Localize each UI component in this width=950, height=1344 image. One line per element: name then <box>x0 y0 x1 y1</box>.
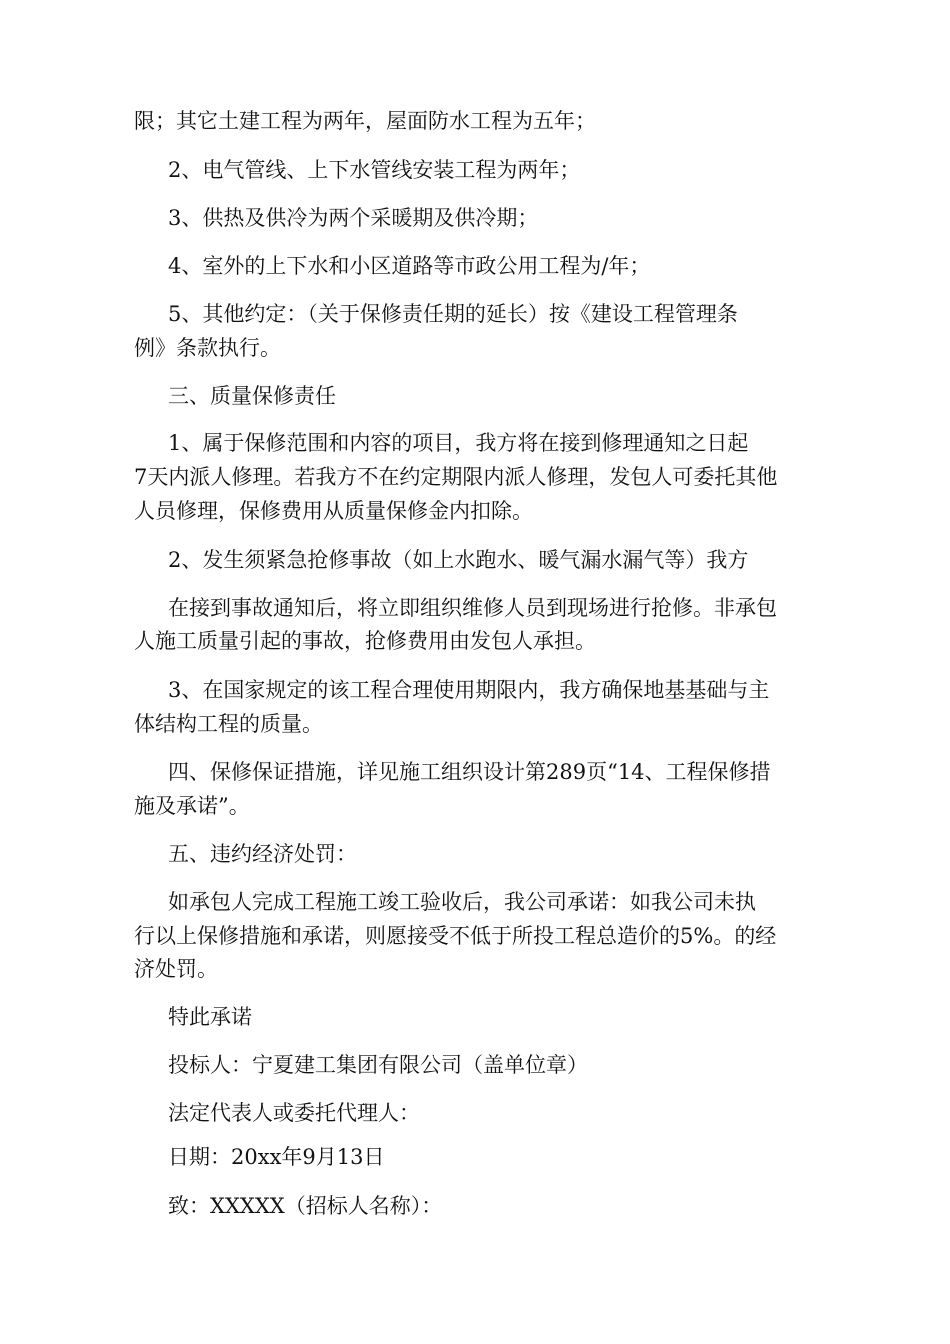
bidder-line: 投标人：宁夏建工集团有限公司（盖单位章） <box>168 1053 588 1077</box>
text-line-3: 3、供热及供冷为两个采暖期及供冷期； <box>168 206 539 230</box>
closing-statement: 特此承诺 <box>168 1005 252 1029</box>
text-line-2: 2、电气管线、上下水管线安装工程为两年； <box>168 158 581 182</box>
text-line-21: 济处罚。 <box>134 957 218 981</box>
text-line-4: 4、室外的上下水和小区道路等市政公用工程为/年； <box>168 254 651 278</box>
text-line-5: 5、其他约定：（关于保修责任期的延长）按《建设工程管理条 <box>168 302 738 326</box>
text-line-20: 行以上保修措施和承诺，则愿接受不低于所投工程总造价的5%。的经 <box>134 924 777 948</box>
text-line-1: 限；其它土建工程为两年，屋面防水工程为五年； <box>134 109 596 133</box>
text-line-12: 在接到事故通知后，将立即组织维修人员到现场进行抢修。非承包 <box>168 596 777 620</box>
text-line-10: 人员修理，保修费用从质量保修金内扣除。 <box>134 499 533 523</box>
text-line-11: 2、发生须紧急抢修事故（如上水跑水、暖气漏水漏气等）我方 <box>168 548 749 572</box>
section-heading-3: 三、质量保修责任 <box>168 384 336 408</box>
text-line-14: 3、在国家规定的该工程合理使用期限内，我方确保地基基础与主 <box>168 678 770 702</box>
addressee-line: 致：XXXXX（招标人名称）： <box>168 1194 443 1218</box>
text-line-19: 如承包人完成工程施工竣工验收后，我公司承诺：如我公司未执 <box>168 890 756 914</box>
section-heading-5: 五、违约经济处罚： <box>168 842 357 866</box>
text-line-8: 1、属于保修范围和内容的项目，我方将在接到修理通知之日起 <box>168 431 749 455</box>
representative-line: 法定代表人或委托代理人： <box>168 1101 420 1125</box>
text-line-17: 施及承诺”。 <box>134 794 250 818</box>
date-line: 日期：20xx年9月13日 <box>168 1145 385 1169</box>
section-heading-4: 四、保修保证措施，详见施工组织设计第289页“14、工程保修措 <box>168 760 771 784</box>
text-line-6: 例》条款执行。 <box>134 336 281 360</box>
text-line-15: 体结构工程的质量。 <box>134 712 323 736</box>
text-line-13: 人施工质量引起的事故，抢修费用由发包人承担。 <box>134 629 596 653</box>
text-line-9: 7天内派人修理。若我方不在约定期限内派人修理，发包人可委托其他 <box>134 465 778 489</box>
